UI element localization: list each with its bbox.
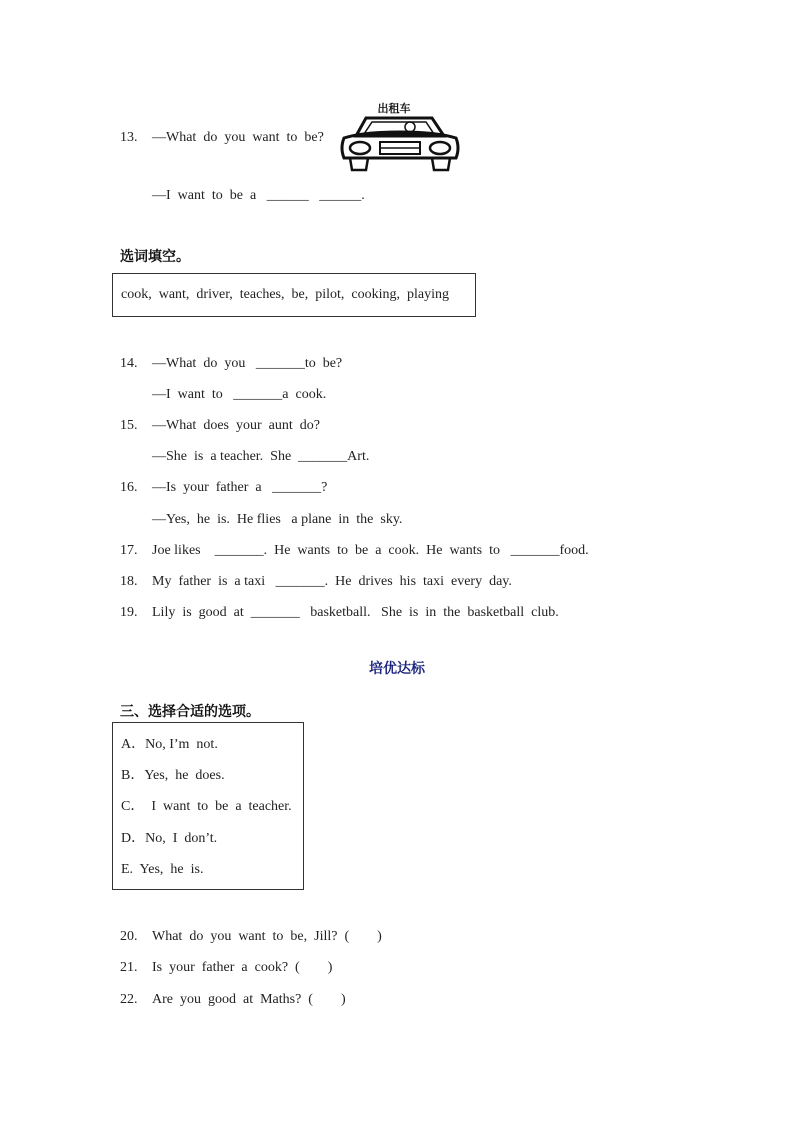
question-line: Joe likes _______. He wants to be a cook. He wants to _______food. <box>152 543 589 558</box>
question-number: 20. <box>120 929 138 944</box>
option-e: E. Yes, he is. <box>121 862 204 877</box>
option-a: A．No, I’m not. <box>121 737 218 752</box>
question-number: 19. <box>120 605 138 620</box>
option-c: C． I want to be a teacher. <box>121 799 292 814</box>
question-line: —I want to _______a cook. <box>152 387 327 402</box>
question-line: Is your father a cook? ( ) <box>152 960 333 975</box>
question-number: 14. <box>120 356 138 371</box>
option-b: B．Yes, he does. <box>121 768 225 783</box>
question-number: 17. <box>120 543 138 558</box>
question-13-answer: —I want to be a ______ ______. <box>152 188 365 203</box>
taxi-sign-text: 出租车 <box>377 102 411 115</box>
taxi-illustration <box>336 98 464 174</box>
question-line: What do you want to be, Jill? ( ) <box>152 929 382 944</box>
question-line: My father is a taxi _______. He drives his taxi every day. <box>152 574 512 589</box>
section-three-heading: 三、选择合适的选项。 <box>120 704 260 720</box>
question-line: —Is your father a _______? <box>152 480 328 495</box>
question-number: 15. <box>120 418 138 433</box>
question-line: —What does your aunt do? <box>152 418 320 433</box>
question-number: 21. <box>120 960 138 975</box>
question-number: 18. <box>120 574 138 589</box>
word-bank-box <box>112 273 476 317</box>
question-line: —She is a teacher. She _______Art. <box>152 449 370 464</box>
question-13-prompt: —What do you want to be? <box>152 130 324 145</box>
option-d: D．No, I don’t. <box>121 831 218 846</box>
question-line: —Yes, he is. He flies a plane in the sky. <box>152 512 403 527</box>
question-number: 16. <box>120 480 138 495</box>
question-line: Are you good at Maths? ( ) <box>152 992 346 1007</box>
section-fill-heading: 选词填空。 <box>120 249 190 265</box>
question-line: —What do you _______to be? <box>152 356 343 371</box>
question-13-number: 13. <box>120 130 138 145</box>
question-number: 22. <box>120 992 138 1007</box>
section-title: 培优达标 <box>369 661 425 677</box>
options-box <box>112 722 304 890</box>
word-bank-text: cook, want, driver, teaches, be, pilot, cooking, playing <box>121 287 449 302</box>
question-line: Lily is good at _______ basketball. She is in the basketball club. <box>152 605 559 620</box>
